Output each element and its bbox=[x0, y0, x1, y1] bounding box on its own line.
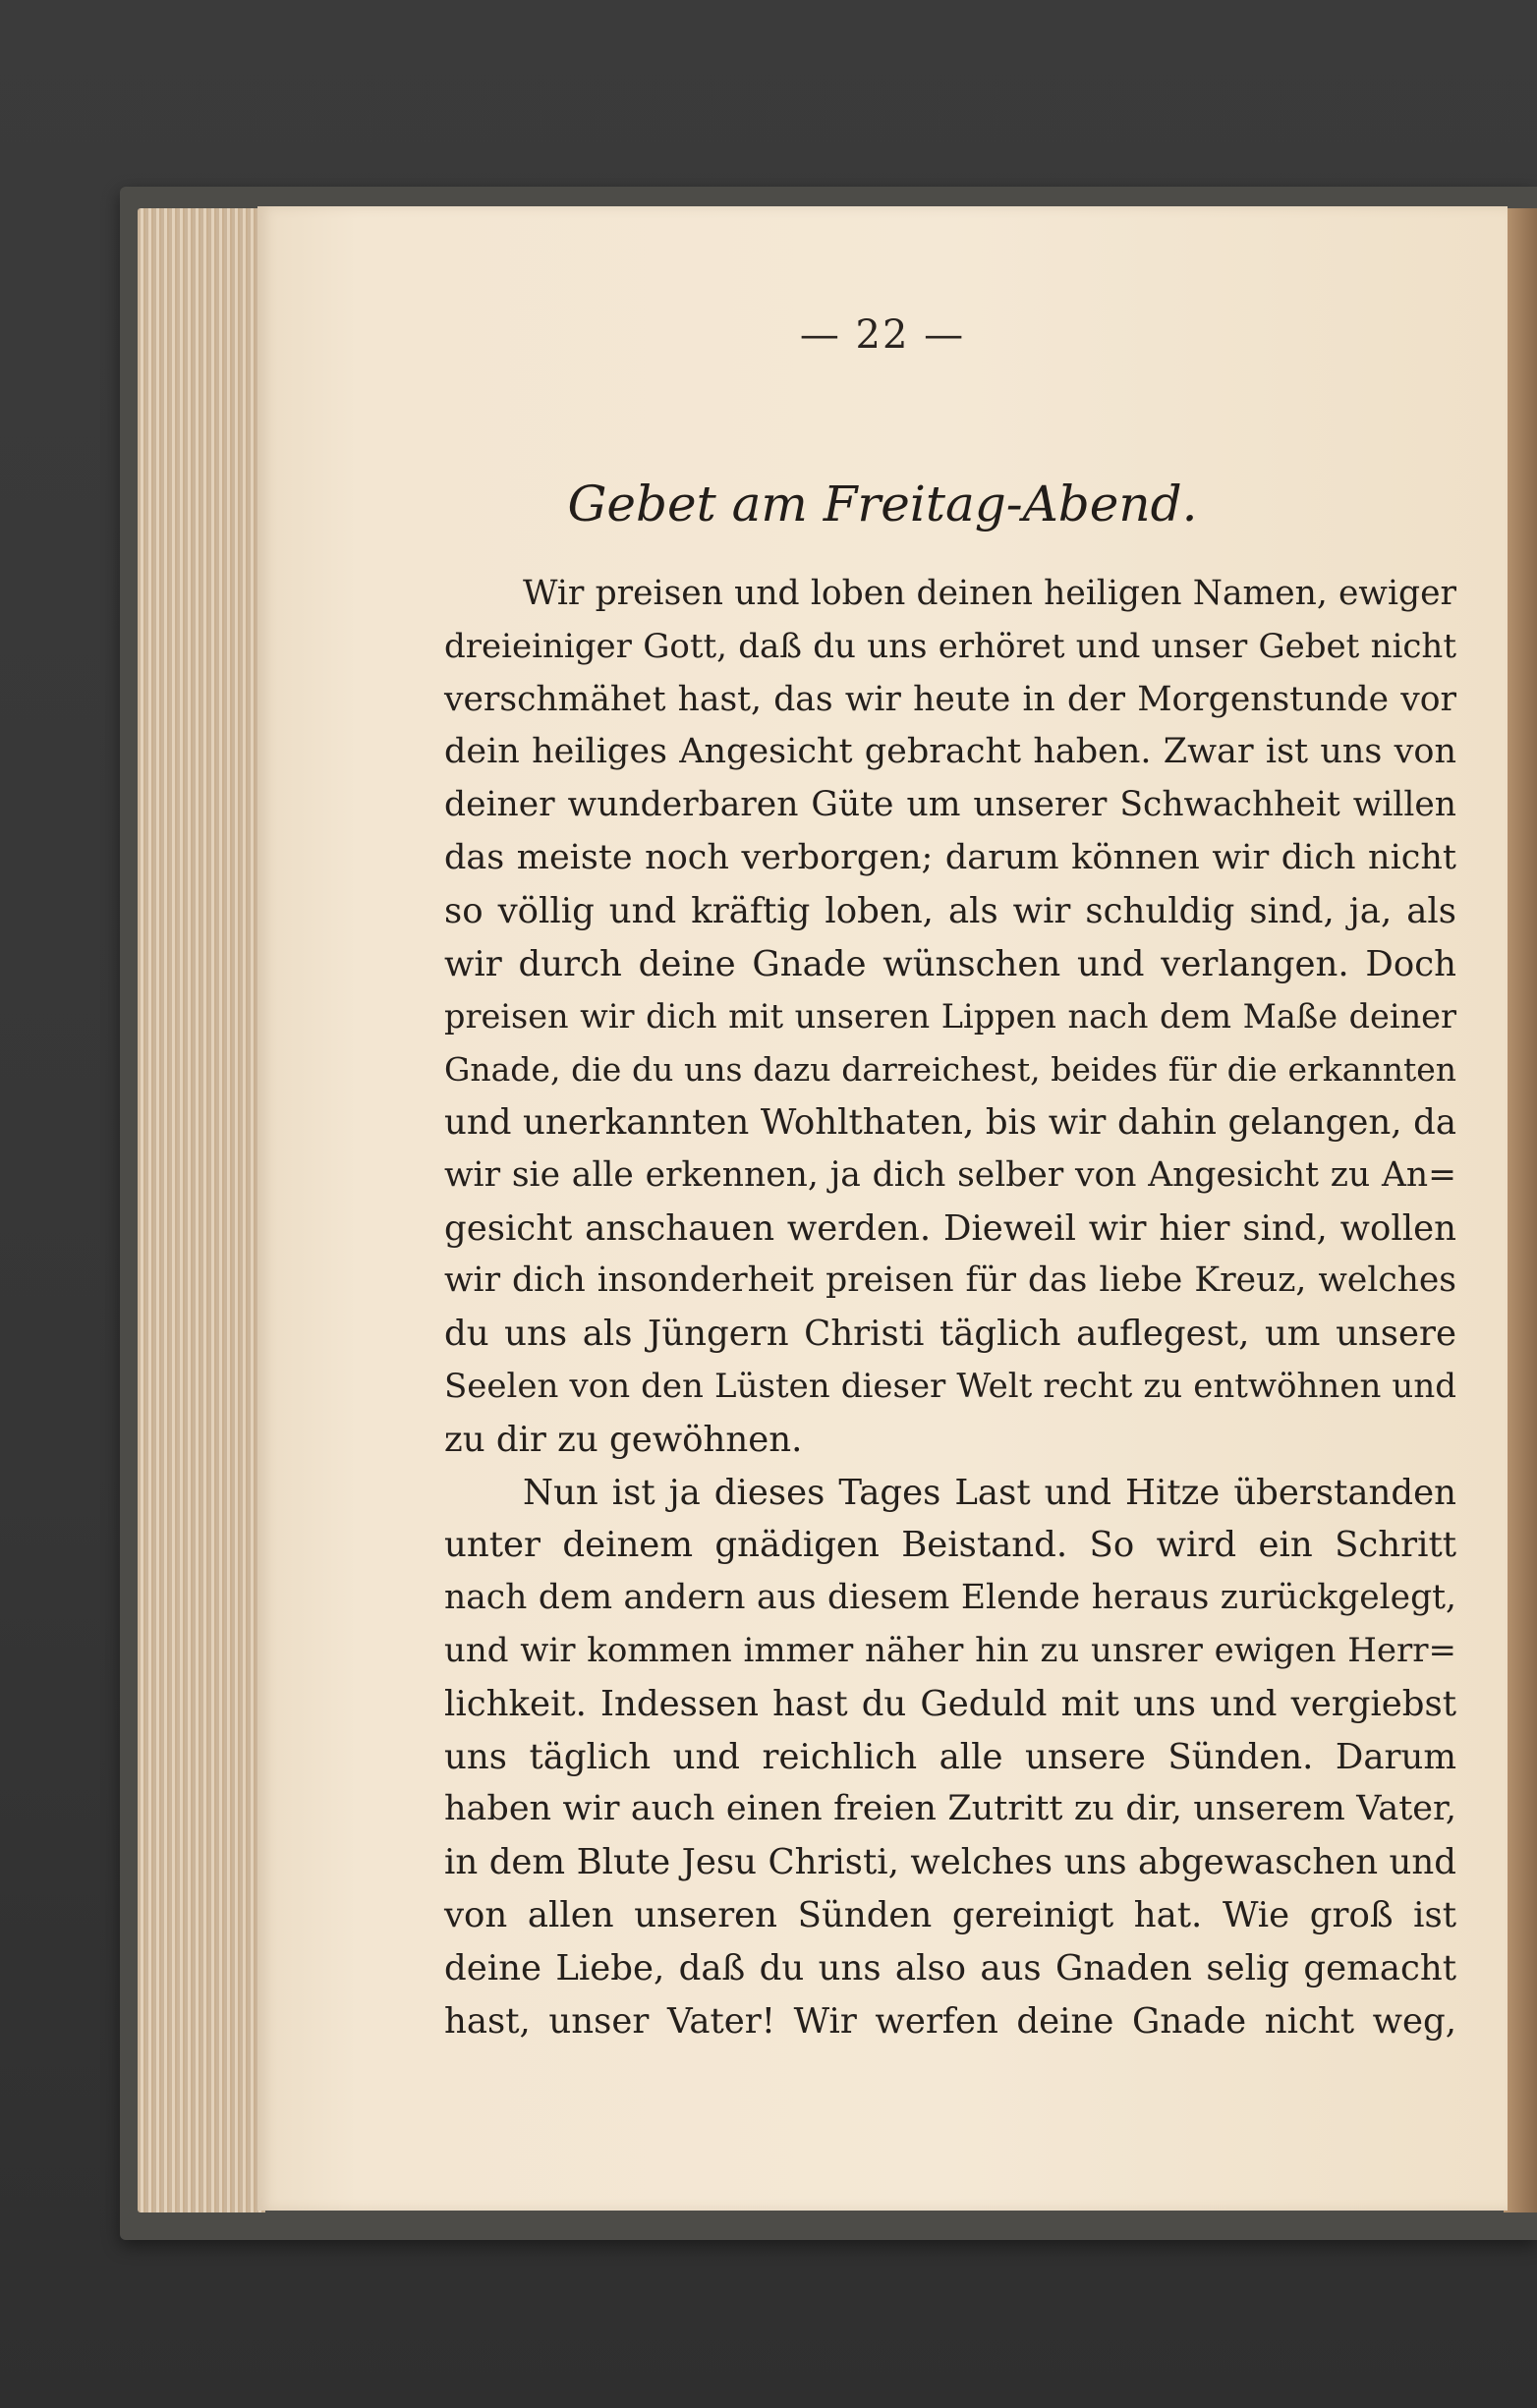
prayer-text bbox=[444, 568, 1456, 2047]
text-line: Wir preisen und loben deinen heiligen Namen, ewiger bbox=[523, 574, 1456, 613]
text-line: hast, unser Vater! Wir werfen deine Gnade nicht weg, bbox=[444, 2000, 1456, 2042]
text-line: wir dich insonderheit preisen für das liebe Kreuz, welches bbox=[444, 1260, 1456, 1301]
text-line: in dem Blute Jesu Christi, welches uns abgewaschen und bbox=[444, 1842, 1456, 1883]
text-line: wir sie alle erkennen, ja dich selber von Angesicht zu An= bbox=[444, 1154, 1456, 1195]
text-line: das meiste noch verborgen; darum können wir dich nicht bbox=[444, 837, 1456, 877]
text-line: Nun ist ja dieses Tages Last und Hitze überstanden bbox=[523, 1472, 1456, 1513]
text-line: nach dem andern aus diesem Elende heraus zurückgelegt, bbox=[444, 1578, 1456, 1618]
page-number: — 22 — bbox=[799, 312, 966, 358]
text-line: verschmähet hast, das wir heute in der Morgenstunde vor bbox=[444, 679, 1456, 719]
text-line: preisen wir dich mit unseren Lippen nach dem Maße deiner bbox=[444, 997, 1456, 1036]
page-stack-edge bbox=[138, 208, 265, 2212]
book-page bbox=[257, 206, 1508, 2211]
page-edge-right bbox=[1504, 208, 1537, 2212]
text-line: dreieiniger Gott, daß du uns erhöret und unser Gebet nicht bbox=[444, 626, 1456, 666]
page-title: Gebet am Freitag-Abend. bbox=[567, 476, 1198, 532]
text-line: deiner wunderbaren Güte um unserer Schwachheit willen bbox=[444, 785, 1456, 825]
text-line: deine Liebe, daß du uns also aus Gnaden selig gemacht bbox=[444, 1947, 1456, 1988]
text-line: unter deinem gnädigen Beistand. So wird ein Schritt bbox=[444, 1525, 1456, 1566]
text-line: und unerkannten Wohlthaten, bis wir dahin gelangen, da bbox=[444, 1101, 1456, 1143]
text-line: dein heiliges Angesicht gebracht haben. Zwar ist uns von bbox=[444, 732, 1456, 772]
text-line: von allen unseren Sünden gereinigt hat. Wie groß ist bbox=[444, 1894, 1456, 1935]
text-line: wir durch deine Gnade wünschen und verlangen. Doch bbox=[444, 943, 1456, 984]
text-line: uns täglich und reichlich alle unsere Sünden. Darum bbox=[444, 1736, 1456, 1777]
text-line: Seelen von den Lüsten dieser Welt recht zu entwöhnen und bbox=[444, 1366, 1456, 1406]
text-line: zu dir zu gewöhnen. bbox=[444, 1419, 803, 1460]
text-line: haben wir auch einen freien Zutritt zu dir, unserem Vater, bbox=[444, 1789, 1456, 1829]
text-line: gesicht anschauen werden. Dieweil wir hier sind, wollen bbox=[444, 1207, 1456, 1249]
text-line: du uns als Jüngern Christi täglich auflegest, um unsere bbox=[444, 1314, 1456, 1355]
text-line: lichkeit. Indessen hast du Geduld mit uns und vergiebst bbox=[444, 1683, 1456, 1724]
text-line: und wir kommen immer näher hin zu unsrer ewigen Herr= bbox=[444, 1630, 1456, 1670]
text-line: so völlig und kräftig loben, als wir schuldig sind, ja, als bbox=[444, 890, 1456, 931]
text-line: Gnade, die du uns dazu darreichest, beides für die erkannten bbox=[444, 1050, 1456, 1090]
